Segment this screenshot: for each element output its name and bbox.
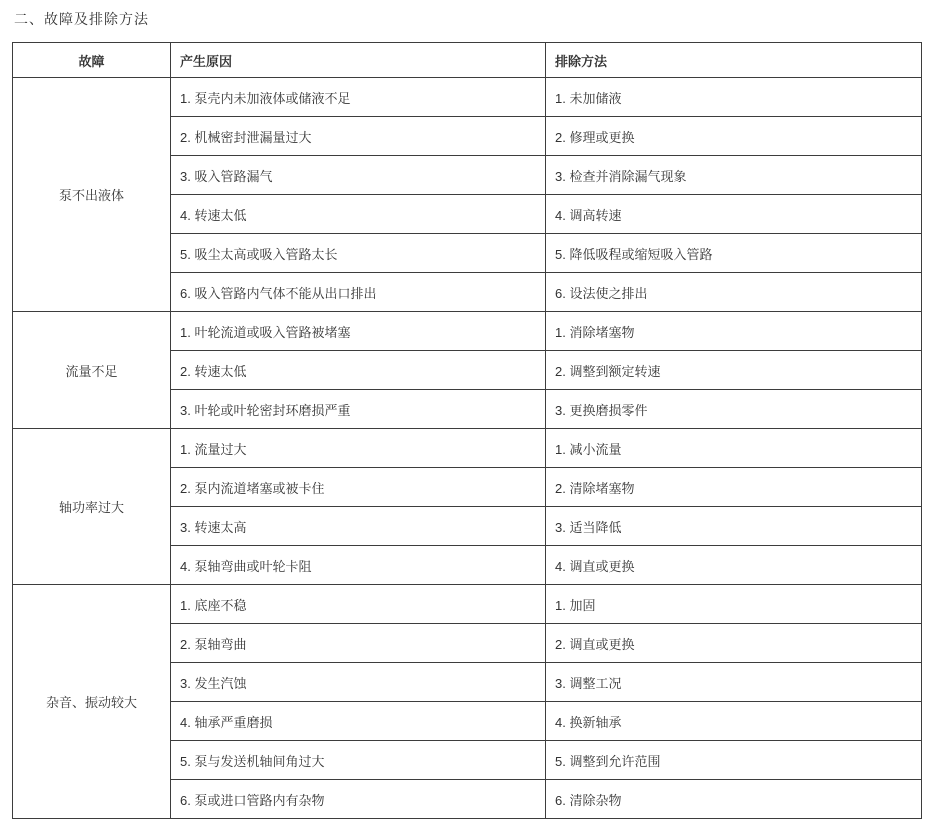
cause-cell: 1. 泵壳内未加液体或储液不足 [171,78,546,117]
table-row [13,312,922,351]
remedy-cell: 1. 未加储液 [546,78,922,117]
remedy-cell: 6. 清除杂物 [546,780,922,819]
cause-cell: 2. 泵内流道堵塞或被卡住 [171,468,546,507]
cause-cell: 3. 吸入管路漏气 [171,156,546,195]
cause-cell: 2. 泵轴弯曲 [171,624,546,663]
cause-cell: 5. 泵与发送机轴间角过大 [171,741,546,780]
header-row [13,43,922,78]
remedy-cell: 1. 减小流量 [546,429,922,468]
cause-cell: 4. 转速太低 [171,195,546,234]
remedy-cell: 3. 检查并消除漏气现象 [546,156,922,195]
cause-cell: 2. 机械密封泄漏量过大 [171,117,546,156]
fault-cell: 流量不足 [13,312,171,429]
remedy-cell: 1. 加固 [546,585,922,624]
page-title: 二、故障及排除方法 [14,11,149,27]
table-row [13,429,922,468]
cause-cell: 1. 叶轮流道或吸入管路被堵塞 [171,312,546,351]
remedy-cell: 5. 降低吸程或缩短吸入管路 [546,234,922,273]
fault-cell: 轴功率过大 [13,429,171,585]
table-row [13,585,922,624]
cause-cell: 5. 吸尘太高或吸入管路太长 [171,234,546,273]
cause-cell: 3. 转速太高 [171,507,546,546]
remedy-cell: 2. 清除堵塞物 [546,468,922,507]
header-remedy: 排除方法 [546,43,922,78]
remedy-cell: 3. 调整工况 [546,663,922,702]
cause-cell: 6. 吸入管路内气体不能从出口排出 [171,273,546,312]
remedy-cell: 1. 消除堵塞物 [546,312,922,351]
fault-table [12,42,922,819]
remedy-cell: 2. 修理或更换 [546,117,922,156]
cause-cell: 3. 叶轮或叶轮密封环磨损严重 [171,390,546,429]
remedy-cell: 3. 适当降低 [546,507,922,546]
cause-cell: 4. 泵轴弯曲或叶轮卡阻 [171,546,546,585]
remedy-cell: 2. 调直或更换 [546,624,922,663]
remedy-cell: 4. 换新轴承 [546,702,922,741]
cause-cell: 2. 转速太低 [171,351,546,390]
remedy-cell: 2. 调整到额定转速 [546,351,922,390]
cause-cell: 1. 流量过大 [171,429,546,468]
fault-cell: 泵不出液体 [13,78,171,312]
remedy-cell: 4. 调直或更换 [546,546,922,585]
fault-cell: 杂音、振动较大 [13,585,171,819]
table-row [13,78,922,117]
header-fault: 故障 [13,43,171,78]
table-header [13,43,922,78]
cause-cell: 6. 泵或进口管路内有杂物 [171,780,546,819]
cause-cell: 1. 底座不稳 [171,585,546,624]
remedy-cell: 6. 设法使之排出 [546,273,922,312]
table-body [13,78,922,819]
header-cause: 产生原因 [171,43,546,78]
remedy-cell: 4. 调高转速 [546,195,922,234]
cause-cell: 4. 轴承严重磨损 [171,702,546,741]
cause-cell: 3. 发生汽蚀 [171,663,546,702]
remedy-cell: 5. 调整到允许范围 [546,741,922,780]
remedy-cell: 3. 更换磨损零件 [546,390,922,429]
